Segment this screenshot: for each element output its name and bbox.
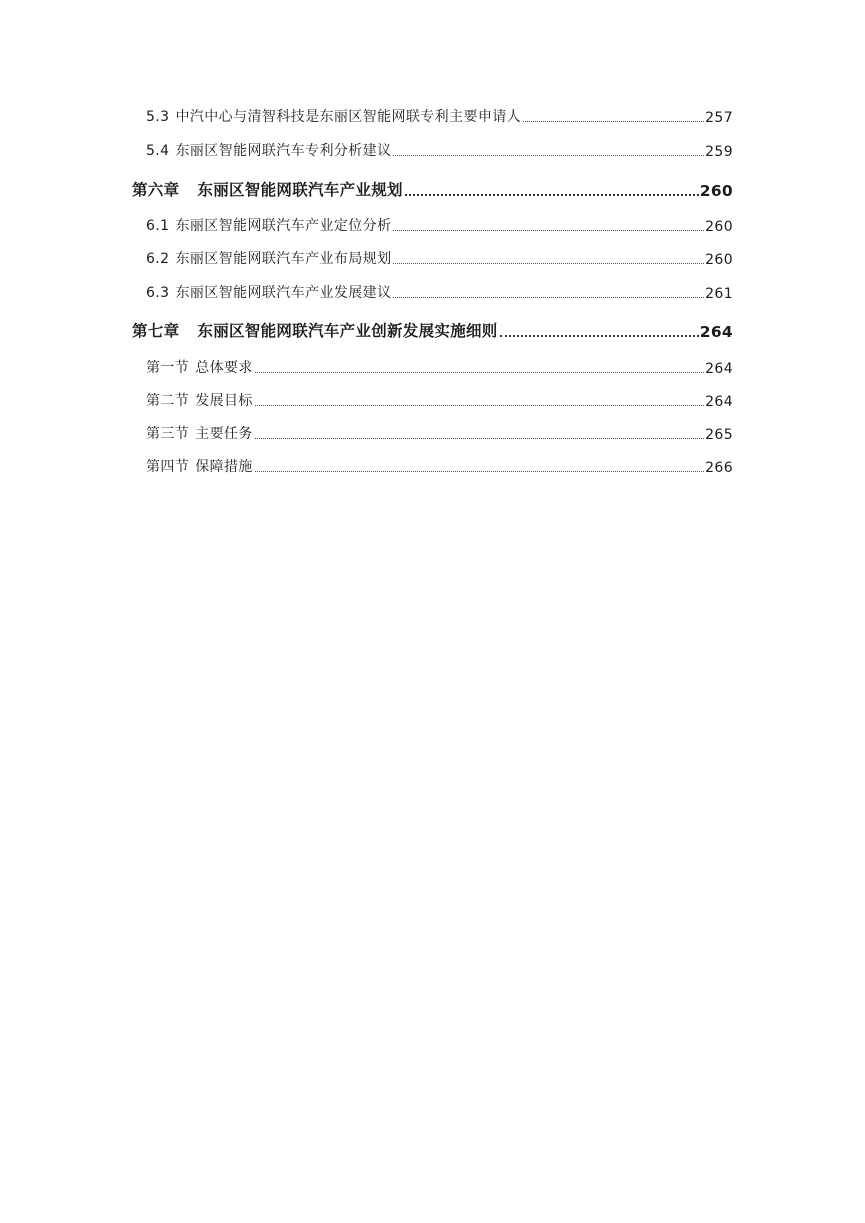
toc-entry-5-4[interactable] xyxy=(146,140,733,160)
toc-entry-page: 264 xyxy=(705,394,733,410)
toc-entry-section-2[interactable] xyxy=(146,390,733,410)
toc-entry-page: 259 xyxy=(705,144,733,160)
toc-entry-section-4[interactable] xyxy=(146,456,733,476)
toc-entry-number: 第三节 xyxy=(146,426,190,442)
toc-entry-number: 6.1 xyxy=(146,218,170,234)
toc-entry-text: 主要任务 xyxy=(195,426,253,442)
toc-chapter-text: 东丽区智能网联汽车产业规划 xyxy=(197,181,403,199)
dot-leader xyxy=(255,471,704,472)
toc-chapter-6[interactable] xyxy=(132,178,733,200)
toc-entry-page: 260 xyxy=(705,219,733,235)
toc-entry-text: 中汽中心与清智科技是东丽区智能网联专利主要申请人 xyxy=(175,109,522,125)
toc-entry-page: 261 xyxy=(705,286,733,302)
toc-entry-title xyxy=(146,282,391,302)
toc-entry-section-1[interactable] xyxy=(146,357,733,377)
toc-entry-number: 6.3 xyxy=(146,285,170,301)
toc-entry-title xyxy=(146,215,391,235)
toc-entry-page: 257 xyxy=(705,110,733,126)
toc-entry-page: 266 xyxy=(705,460,733,476)
dot-leader xyxy=(523,121,704,122)
toc-entry-page: 260 xyxy=(705,252,733,268)
toc-entry-title xyxy=(146,140,391,160)
toc-entry-text: 东丽区智能网联汽车专利分析建议 xyxy=(175,143,392,159)
toc-chapter-number: 第七章 xyxy=(132,322,180,340)
toc-entry-number: 第四节 xyxy=(146,459,190,475)
dot-leader xyxy=(393,263,704,264)
toc-entry-text: 东丽区智能网联汽车产业定位分析 xyxy=(175,218,392,234)
dot-leader xyxy=(393,155,704,156)
toc-entry-number: 6.2 xyxy=(146,251,170,267)
dot-leader xyxy=(255,372,704,373)
toc-entry-text: 保障措施 xyxy=(195,459,253,475)
dot-leader xyxy=(255,438,704,439)
dot-leader xyxy=(393,297,704,298)
toc-chapter-7[interactable] xyxy=(132,319,733,341)
toc-chapter-title xyxy=(132,319,498,341)
toc-chapter-number: 第六章 xyxy=(132,181,180,199)
toc-entry-title xyxy=(146,390,253,410)
toc-chapter-text: 东丽区智能网联汽车产业创新发展实施细则 xyxy=(197,322,498,340)
toc-entry-text: 发展目标 xyxy=(195,393,253,409)
dot-leader xyxy=(405,194,699,196)
toc-entry-page: 264 xyxy=(705,361,733,377)
toc-chapter-page: 264 xyxy=(699,323,733,341)
toc-entry-6-2[interactable] xyxy=(146,248,733,268)
toc-entry-number: 5.4 xyxy=(146,143,170,159)
toc-entry-title xyxy=(146,106,521,126)
toc-entry-number: 第一节 xyxy=(146,360,190,376)
toc-entry-title xyxy=(146,456,253,476)
dot-leader xyxy=(255,405,704,406)
toc-entry-title xyxy=(146,423,253,443)
toc-entry-page: 265 xyxy=(705,427,733,443)
toc-entry-number: 第二节 xyxy=(146,393,190,409)
dot-leader xyxy=(500,335,699,337)
toc-chapter-page: 260 xyxy=(699,182,733,200)
toc-entry-6-3[interactable] xyxy=(146,282,733,302)
toc-entry-number: 5.3 xyxy=(146,109,170,125)
toc-chapter-title xyxy=(132,178,403,200)
toc-entry-title xyxy=(146,357,253,377)
dot-leader xyxy=(393,230,704,231)
toc-entry-title xyxy=(146,248,391,268)
toc-entry-section-3[interactable] xyxy=(146,423,733,443)
toc-entry-text: 东丽区智能网联汽车产业发展建议 xyxy=(175,285,392,301)
toc-entry-6-1[interactable] xyxy=(146,215,733,235)
toc-entry-5-3[interactable] xyxy=(146,106,733,126)
toc-entry-text: 总体要求 xyxy=(195,360,253,376)
toc-entry-text: 东丽区智能网联汽车产业布局规划 xyxy=(175,251,392,267)
